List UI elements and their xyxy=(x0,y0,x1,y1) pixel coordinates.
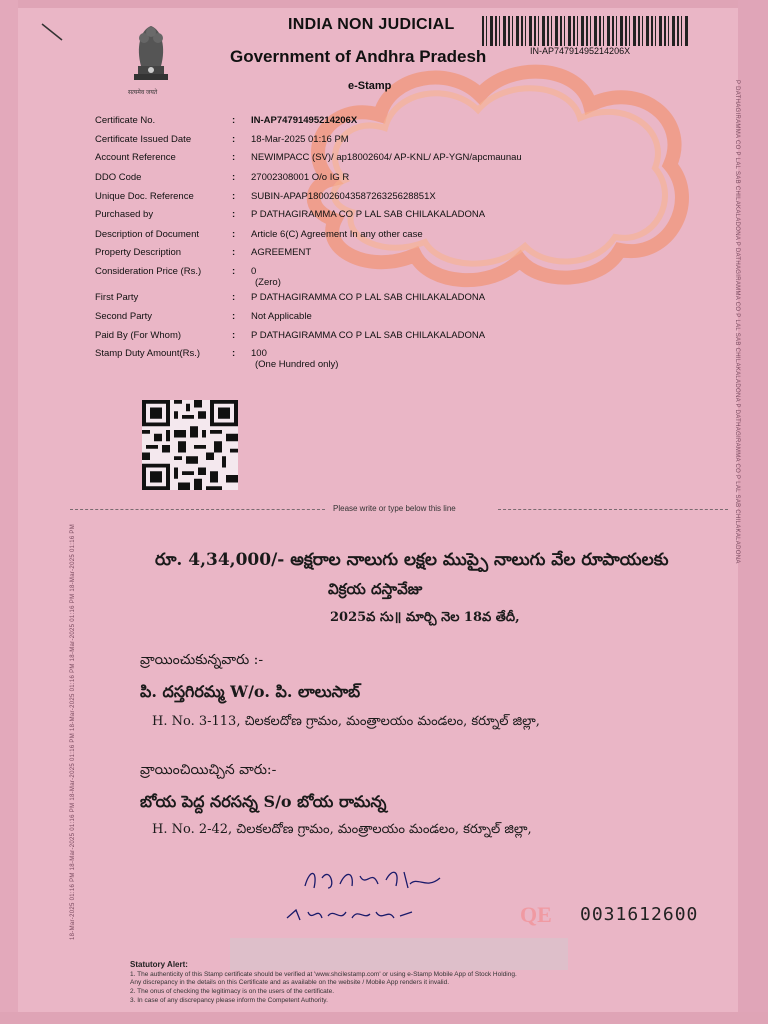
seller-name: బోయ పెద్ద నరసన్న S/o బోయ రామన్న xyxy=(140,792,387,811)
barcode-number: IN-AP74791495214206X xyxy=(530,46,631,56)
field-value: 27002308001 O/o IG R xyxy=(251,172,350,183)
field-label: Unique Doc. Reference xyxy=(95,191,194,202)
field-value: Not Applicable xyxy=(251,311,312,322)
divider-label: Please write or type below this line xyxy=(333,504,456,513)
document-header-title: INDIA NON JUDICIAL xyxy=(288,16,455,33)
field-value: AGREEMENT xyxy=(251,247,312,258)
signature-2 xyxy=(282,898,422,928)
purchaser-address: H. No. 3-113, చిలకలదోణ గ్రామం, మంత్రాలయం మండలం, కర్నూల్ జిల్లా, xyxy=(152,714,540,729)
deed-date: 2025వ సు॥ మార్చి నెల 18వ తేదీ, xyxy=(330,610,520,625)
signature-1 xyxy=(300,858,450,898)
field-value: P DATHAGIRAMMA CO P LAL SAB CHILAKALADONA xyxy=(251,330,486,341)
field-value: Article 6(C) Agreement In any other case xyxy=(251,229,423,240)
field-value: SUBIN-APAP18002604358726325628851X xyxy=(251,191,436,202)
qr-code xyxy=(142,400,238,490)
government-name: Government of Andhra Pradesh xyxy=(230,47,487,66)
side-microtext-right: P DATHAGIRAMMA CO P LAL SAB CHILAKALADONA P DATHAGIRAMMA CO P LAL SAB CHILAKALADONA P DATHAGIRAMMA CO P LAL SAB CHILAKALADONA xyxy=(734,80,740,564)
statutory-alert-line: 2. The onus of checking the legitimacy is on the users of the certificate. xyxy=(130,988,335,995)
right-border xyxy=(738,0,768,1024)
side-microtext-left: 18-Mar-2025 01:16 PM 18-Mar-2025 01:16 PM 18-Mar-2025 01:16 PM 18-Mar-2025 01:16 PM 18-Mar-2025 01:16 PM 18-Mar-2025 01:16 PM xyxy=(70,523,76,940)
statutory-alert-line: 3. In case of any discrepancy please inform the Competent Authority. xyxy=(130,997,328,1004)
seller-address: H. No. 2-42, చిలకలదోణ గ్రామం, మంత్రాలయం మండలం, కర్నూల్ జిల్లా, xyxy=(152,822,532,837)
field-value-words: (Zero) xyxy=(255,277,281,288)
field-label: Purchased by xyxy=(95,209,154,220)
fold-mark-icon xyxy=(40,22,64,42)
field-label: Certificate No. xyxy=(95,115,156,126)
field-label: Certificate Issued Date xyxy=(95,134,192,145)
field-value: NEWIMPACC (SV)/ ap18002604/ AP-KNL/ AP-YGN/apcmaunau xyxy=(251,152,522,163)
field-value-words: (One Hundred only) xyxy=(255,359,339,370)
emblem-caption: सत्यमेव जयते xyxy=(128,90,158,96)
serial-prefix: QE xyxy=(520,902,552,927)
field-value: 100 xyxy=(251,348,267,359)
divider-line-left xyxy=(70,509,325,510)
estamp-label: e-Stamp xyxy=(348,80,392,92)
field-value: 0 xyxy=(251,266,257,277)
field-label: Account Reference xyxy=(95,152,176,163)
sale-amount-text: రూ. 4,34,000/- అక్షరాల నాలుగు లక్షల ముప్పై నాలుగు వేల రూపాయలకు xyxy=(155,550,669,570)
national-emblem-icon xyxy=(126,18,176,88)
redacted-box xyxy=(230,938,568,970)
statutory-alert-title: Statutory Alert: xyxy=(130,960,188,969)
deed-title: విక్రయ దస్తావేజు xyxy=(328,580,423,598)
field-label: Stamp Duty Amount(Rs.) xyxy=(95,348,201,359)
statutory-alert-line: Any discrepancy in the details on this Certificate and as available on the website / Mobile App renders it invalid. xyxy=(130,979,450,986)
purchaser-label: వ్రాయించుకున్నవారు :- xyxy=(140,652,264,668)
estamp-document: 18-Mar-2025 01:16 PM 18-Mar-2025 01:16 PM 18-Mar-2025 01:16 PM 18-Mar-2025 01:16 PM 18-Mar-2025 01:16 PM 18-Mar-2025 01:16 PM P DATHAGIRAMMA CO P LAL SAB CHILAKALADONA P DATHAGIRAMMA CO P LAL SAB CHILAKALADONA P DATHAGIRAMMA CO P LAL SAB CHILAKALADONA सत्यमेव जयते INDIA NON JUDICIAL Government of Andhra Pradesh e-Stamp IN-AP74791495214206X Certificate No. : IN-AP74791495214206X Certificate Issued Date : 18-Mar-2025 01:16 PM Account Reference : NEWIMPACC (SV)/ ap18002604/ AP-KNL/ AP-YGN/apcmaunau DDO Code : 27002308001 O/o IG R Unique Doc. Reference : SUBIN-APAP18002604358726325628851X Purchased by : P DATHAGIRAMMA CO P LAL SAB CHILAKALADONA Description of Document : Article 6(C) Agreement In any other case Property Description : AGREEMENT Consideration Price (Rs.) : 0 (Zero) First Party : P DATHAGIRAMMA CO P LAL SAB CHILAKALADONA Second Party : Not Applicable Paid By (For Whom) : P DATHAGIRAMMA CO P LAL SAB CHILAKALADONA Stamp Duty Amount(Rs.) : 100 (One Hundred only) Please write or type below this line రూ. 4,34,000/- అక్షరాల నాలుగు లక్షల ముప్పై నాలుగు వేల రూపాయలకు విక్రయ దస్తావేజు 2025వ సు॥ మార్చి నెల 18వ తేదీ, వ్రాయించుకున్నవారు :- పి. దస్తగిరమ్మ W/o. పి. లాలుసాబ్ H. No. 3-113, చిలకలదోణ గ్రామం, మంత్రాలయం మండలం, కర్నూల్ జిల్లా, వ్రాయించియిచ్చిన వారు:- బోయ పెద్ద నరసన్న S/o బోయ రామన్న H. No. 2-42, చిలకలదోణ గ్రామం, మంత్రాలయం మండలం, కర్నూల్ జిల్లా, QE 0031612600 Statutory Alert: 1. The authenticity of this Stamp certificate should be verified at 'www.shcilestamp.com' or using e-Stamp Mobile App of Stock Holding. Any discrepancy in the details on this Certificate and as available on the website / Mobile App renders it invalid. 2. The onus of checking the legitimacy is on the users of the certificate. 3. In case of any discrepancy please inform the Competent Authority. xyxy=(0,0,768,1024)
divider-line-right xyxy=(498,509,728,510)
field-label: Consideration Price (Rs.) xyxy=(95,266,202,277)
field-value: IN-AP74791495214206X xyxy=(251,115,358,126)
field-label: First Party xyxy=(95,292,139,303)
field-label: Second Party xyxy=(95,311,153,322)
bottom-border xyxy=(0,1012,768,1024)
field-label: DDO Code xyxy=(95,172,142,183)
barcode xyxy=(482,16,688,46)
field-value: 18-Mar-2025 01:16 PM xyxy=(251,134,349,145)
field-value: P DATHAGIRAMMA CO P LAL SAB CHILAKALADONA xyxy=(251,209,486,220)
field-label: Paid By (For Whom) xyxy=(95,330,182,341)
field-value: P DATHAGIRAMMA CO P LAL SAB CHILAKALADONA xyxy=(251,292,486,303)
purchaser-name: పి. దస్తగిరమ్మ W/o. పి. లాలుసాబ్ xyxy=(140,682,361,701)
left-border xyxy=(0,0,18,1024)
statutory-alert-line: 1. The authenticity of this Stamp certificate should be verified at 'www.shcilestamp.com' or using e-Stamp Mobile App of Stock Holding. xyxy=(130,971,517,978)
top-border xyxy=(0,0,768,8)
serial-number: 0031612600 xyxy=(580,904,699,925)
seller-label: వ్రాయించియిచ్చిన వారు:- xyxy=(140,762,277,778)
field-label: Description of Document xyxy=(95,229,200,240)
field-label: Property Description xyxy=(95,247,182,258)
